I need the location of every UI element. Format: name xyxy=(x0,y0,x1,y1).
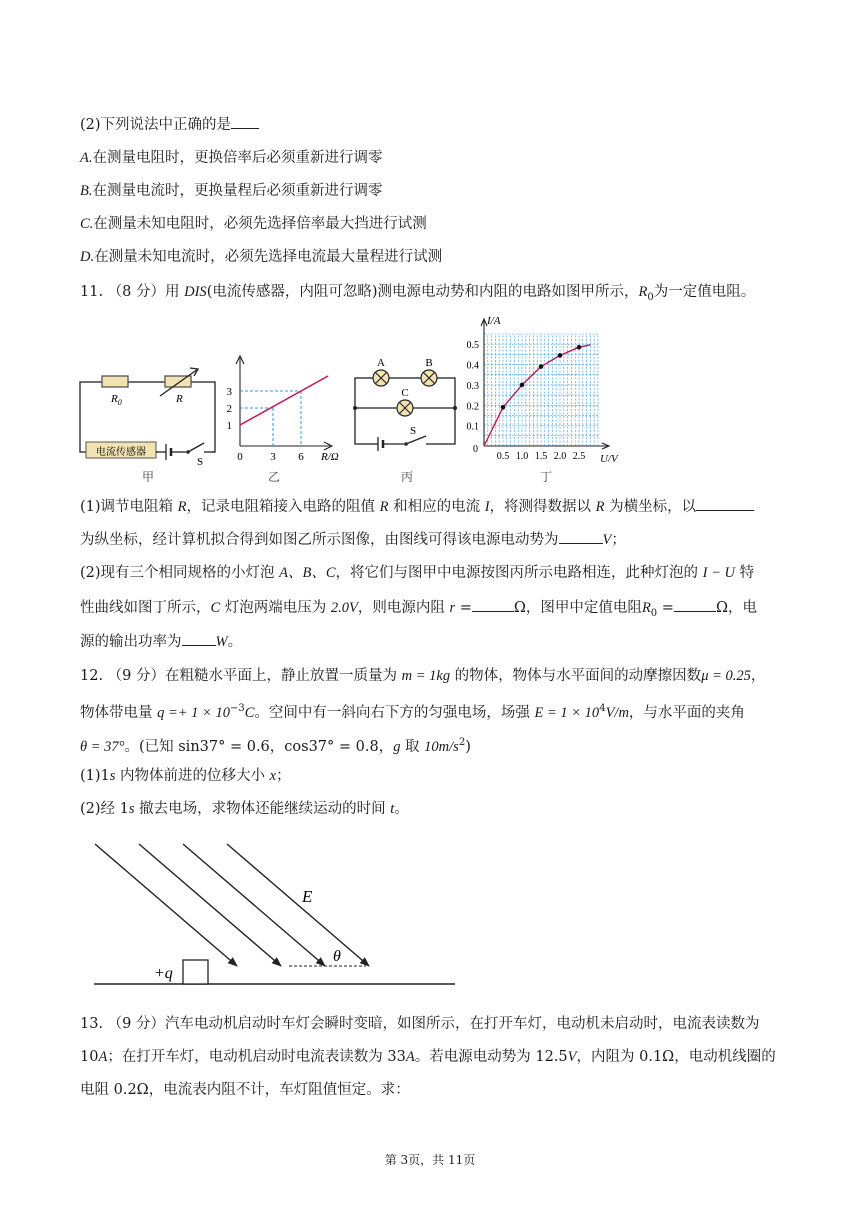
q10-option-a: A.在测量电阻时，更换倍率后必须重新进行调零 xyxy=(80,150,383,166)
field-lines xyxy=(95,844,369,966)
q11-part2-line2: 性曲线如图丁所示，C 灯泡两端电压为 2.0V，则电源内阻 r = Ω，图甲中定值电阻$R_0 = \Omega$，电 xyxy=(80,597,757,624)
y-tick-label: 0.3 xyxy=(466,380,479,392)
q12-part1: (1)1s 内物体前进的位移大小 x； xyxy=(80,768,291,784)
lamp-b-label: B xyxy=(425,357,433,369)
answer-blank xyxy=(182,631,216,646)
yi-xtick: 0 xyxy=(237,451,243,463)
yi-xtick: 3 xyxy=(270,451,276,463)
q10-stem: (2)下列说法中正确的是 xyxy=(80,114,259,135)
caption-bing: 丙 xyxy=(400,470,414,484)
y-tick-label: 0.2 xyxy=(466,401,479,413)
q11-intro: 11. （8 分）用 DIS(电流传感器，内阻可忽略)测电源电动势和内阻的电路如图甲所示，$R_0$为一定值电阻。 xyxy=(80,284,756,303)
lamp-b xyxy=(421,370,437,386)
q11-part2-line1: (2)现有三个相同规格的小灯泡 A、B、C，将它们与图甲中电源按图丙所示电路相连，此种灯泡的 I − U 特 xyxy=(80,565,755,581)
figure-jia-circuit xyxy=(80,368,215,452)
y-axis-label: I/A xyxy=(487,315,501,327)
field-diagram xyxy=(0,830,860,990)
x-axis-label: U/V xyxy=(600,453,618,465)
x-tick-label: 1.5 xyxy=(534,451,548,462)
q12-line3: θ = 37°。(已知 sin37° = 0.6，cos37° = 0.8，g 取 $10m/s^2$) xyxy=(80,737,471,755)
answer-blank xyxy=(674,597,716,612)
y-tick-label: 0.1 xyxy=(466,421,479,433)
lamp-c-label: C xyxy=(401,387,409,399)
x-tick-label: 0.5 xyxy=(496,451,510,462)
q11-figures xyxy=(0,300,860,490)
answer-blank xyxy=(559,529,603,544)
q11-part1-line1: (1)调节电阻箱 R，记录电阻箱接入电路的阻值 R 和相应的电流 I，将测得数据以 R 为横坐标，以 xyxy=(80,496,754,517)
bing-switch-label: S xyxy=(410,425,417,437)
origin-label: 0 xyxy=(473,444,478,455)
lamp-a-label: A xyxy=(377,357,385,369)
yi-ytick: 2 xyxy=(226,403,232,415)
lamp-a xyxy=(373,370,389,386)
data-point xyxy=(577,345,582,350)
data-point xyxy=(539,364,544,369)
q10-option-c: C.在测量未知电阻时，必须先选择倍率最大挡进行试测 xyxy=(80,216,427,232)
caption-ding: 丁 xyxy=(539,470,553,484)
data-point xyxy=(501,405,506,410)
q11-part2-line3: 源的输出功率为 W。 xyxy=(80,631,242,652)
yi-ytick: 3 xyxy=(226,386,232,398)
r-label: R xyxy=(176,393,183,405)
yi-xaxis-label: R/Ω xyxy=(321,451,339,463)
data-point xyxy=(520,383,525,388)
x-tick-label: 2.5 xyxy=(572,451,586,462)
q13-line2: 10A；在打开车灯，电动机启动时电流表读数为 33A。若电源电动势为 12.5V，内阻为 0.1Ω，电动机线圈的 xyxy=(80,1049,776,1065)
y-tick-label: 0.4 xyxy=(466,360,479,372)
y-tick-label: 0.5 xyxy=(466,340,479,352)
r0-label: $R_0$ xyxy=(111,393,122,407)
lamp-c xyxy=(397,400,413,416)
q12-part2: (2)经 1s 撤去电场，求物体还能继续运动的时间 t。 xyxy=(80,801,409,817)
caption-jia: 甲 xyxy=(141,470,155,484)
page-footer: 第 3页，共 11页 xyxy=(384,1153,476,1167)
theta-label: θ xyxy=(333,948,341,965)
yi-xtick: 6 xyxy=(298,451,304,463)
charged-block xyxy=(183,960,208,984)
answer-blank xyxy=(231,114,259,129)
yi-ytick: 1 xyxy=(226,420,232,432)
q10-option-d: D.在测量未知电流时，必须先选择电流最大量程进行试测 xyxy=(80,249,443,265)
sensor-label: 电流传感器 xyxy=(96,447,146,458)
q12-line2: 物体带电量 $q =+ 1 \times 10^{-3}C$。空间中有一斜向右下方的匀强电场，场强 $E = 1 \times 10^4V/m$，与水平面的夹角 xyxy=(80,703,745,721)
answer-blank xyxy=(472,597,514,612)
figure-ding-chart xyxy=(467,315,620,465)
figure-yi-graph xyxy=(236,356,332,450)
yi-dashed-guides xyxy=(240,391,301,446)
answer-blank xyxy=(696,496,754,511)
switch-label: S xyxy=(197,456,204,468)
x-tick-label: 1.0 xyxy=(515,451,529,462)
q13-line3: 电阻 0.2Ω，电流表内阻不计，车灯阻值恒定。求： xyxy=(80,1082,410,1098)
x-tick-label: 2.0 xyxy=(553,451,567,462)
charge-label: +q xyxy=(154,965,173,982)
q13-line1: 13. （9 分）汽车电动机启动时车灯会瞬时变暗，如图所示，在打开车灯，电动机未启动时，电流表读数为 xyxy=(80,1016,760,1032)
data-point xyxy=(558,353,563,358)
field-e-label: E xyxy=(302,887,313,906)
yi-fit-line xyxy=(240,376,328,425)
caption-yi: 乙 xyxy=(267,470,281,484)
q10-option-b: B.在测量电流时，更换量程后必须重新进行调零 xyxy=(80,183,383,199)
q12-line1: 12. （9 分）在粗糙水平面上，静止放置一质量为 m = 1kg 的物体，物体与水平面间的动摩擦因数μ = 0.25， xyxy=(80,668,766,684)
q11-part1-line2: 为纵坐标，经计算机拟合得到如图乙所示图像，由图线可得该电源电动势为 V； xyxy=(80,529,626,550)
